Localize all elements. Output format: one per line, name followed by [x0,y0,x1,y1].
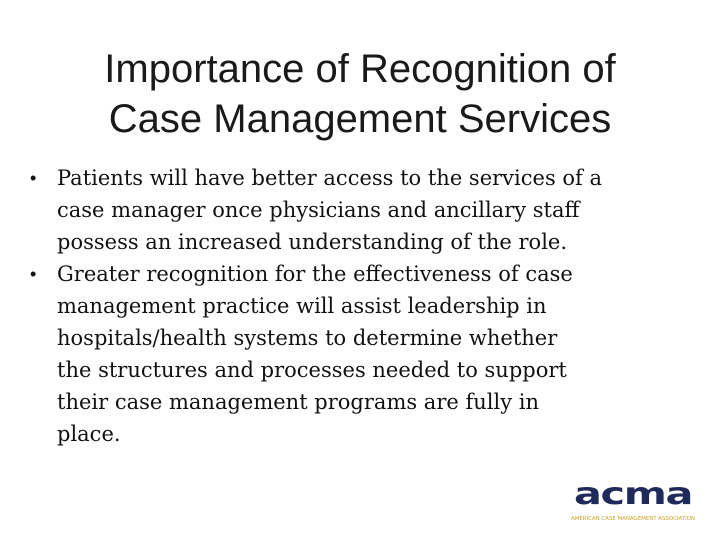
bullet-1-line-3: possess an increased understanding of the role. [57,230,568,254]
bullet-item-access [30,162,670,258]
bullet-item-recognition [30,258,670,450]
bullet-marker: • [30,168,37,188]
bullet-2-line-5: their case management programs are fully in [57,390,539,414]
bullet-2-line-4: the structures and processes needed to support [57,358,567,382]
title-line-1: Importance of Recognition of [104,47,616,91]
bullet-1-line-1: Patients will have better access to the services of a [57,166,603,190]
title-line-2: Case Management Services [108,97,612,141]
bullet-2-line-3: hospitals/health systems to determine whether [57,326,558,350]
acma-logo [568,476,698,524]
bullet-2-line-2: management practice will assist leadership in [57,294,547,318]
bullet-2-line-6: place. [57,422,121,446]
slide-title [40,44,680,144]
logo-wordmark: acma [574,477,692,512]
bullet-1-line-2: case manager once physicians and ancillary staff [57,198,580,222]
bullet-list [30,162,670,450]
bullet-marker: • [30,264,37,284]
bullet-2-line-1: Greater recognition for the effectiveness of case [57,262,573,286]
logo-tagline: AMERICAN CASE MANAGEMENT ASSOCIATION [571,516,696,522]
